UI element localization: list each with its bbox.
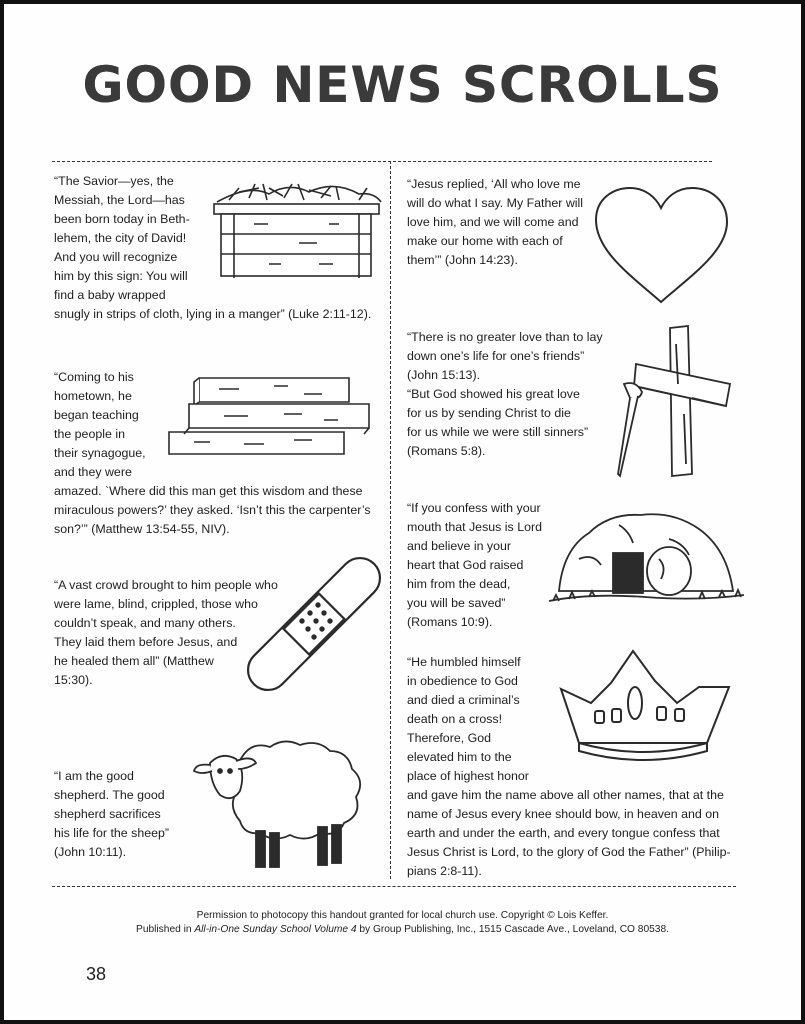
publisher-prefix: Published in	[136, 924, 195, 935]
scroll-sheep-text: “I am the good shepherd. The good shepherd sacrifices his life for the sheep” (John 10:11).	[54, 769, 170, 859]
heart-icon	[594, 186, 729, 306]
scroll-manger-text: “The Savior—yes, the Messiah, the Lord—has been born today in Beth- lehem, the city of David! And you will recognize him by this sign: You will find a baby wrapped snugly in strips of cloth, lying in a manger” (Luke 2:11-12).	[54, 174, 372, 321]
page-number: 38	[86, 964, 107, 984]
scroll-heart-text: “Jesus replied, ‘All who love me will do what I say. My Father will love him, and we will come and make our home with each of them’” (John 14:23).	[407, 177, 584, 267]
empty-tomb-icon	[549, 509, 744, 614]
crown-icon	[557, 647, 732, 757]
bottom-divider	[52, 886, 736, 887]
scroll-bandage-text: “A vast crowd brought to him people who were lame, blind, crippled, those who couldn’t speak, and many others. They laid them before Jesus, and he healed them all” (Matthew 15:30).	[54, 578, 278, 687]
cross-and-nail-icon	[614, 324, 744, 479]
center-divider	[390, 161, 391, 879]
scroll-cross-text: “There is no greater love than to lay down one’s life for one’s friends” (John 15:13). “But God showed his great love for us by sending Christ to die for us while we were still sinners” (Romans 5:8).	[407, 330, 603, 458]
wood-planks-icon	[164, 374, 374, 459]
scroll-crown-text: “He humbled himself in obedience to God and died a criminal’s death on a cross! Therefore, God elevated him to the place of highest honor and gave him the name above all other names, that at the name of Jesus every knee should bow, in heaven and on earth and under the earth, and every tongue confess that Jesus Christ is Lord, to the glory of God the Father” (Philip- pians 2:8-11).	[407, 655, 731, 878]
bandage-icon	[244, 549, 384, 699]
copyright-line: Permission to photocopy this handout granted for local church use. Copyright © Lois Keffer.	[196, 910, 609, 921]
sheep-icon	[192, 737, 367, 872]
publisher-address: by Group Publishing, Inc., 1515 Cascade Ave., Loveland, CO 80538.	[356, 924, 669, 935]
manger-icon	[209, 180, 384, 280]
publisher-line	[4, 923, 801, 937]
top-divider	[52, 161, 712, 162]
book-title: All-in-One Sunday School Volume 4	[194, 924, 357, 935]
page-title: GOOD NEWS SCROLLS	[82, 56, 723, 114]
scroll-wood-text: “Coming to his hometown, he began teaching the people in their synagogue, and they were amazed. `Where did this man get this wisdom and these miraculous powers?’ they asked. ‘Isn’t this the carpenter’s son?’” (Matthew 13:54-55, NIV).	[54, 370, 371, 536]
scroll-tomb-text: “If you confess with your mouth that Jesus is Lord and believe in your heart that God raised him from the dead, you will be saved” (Romans 10:9).	[407, 501, 542, 629]
copyright-footer	[4, 909, 801, 937]
